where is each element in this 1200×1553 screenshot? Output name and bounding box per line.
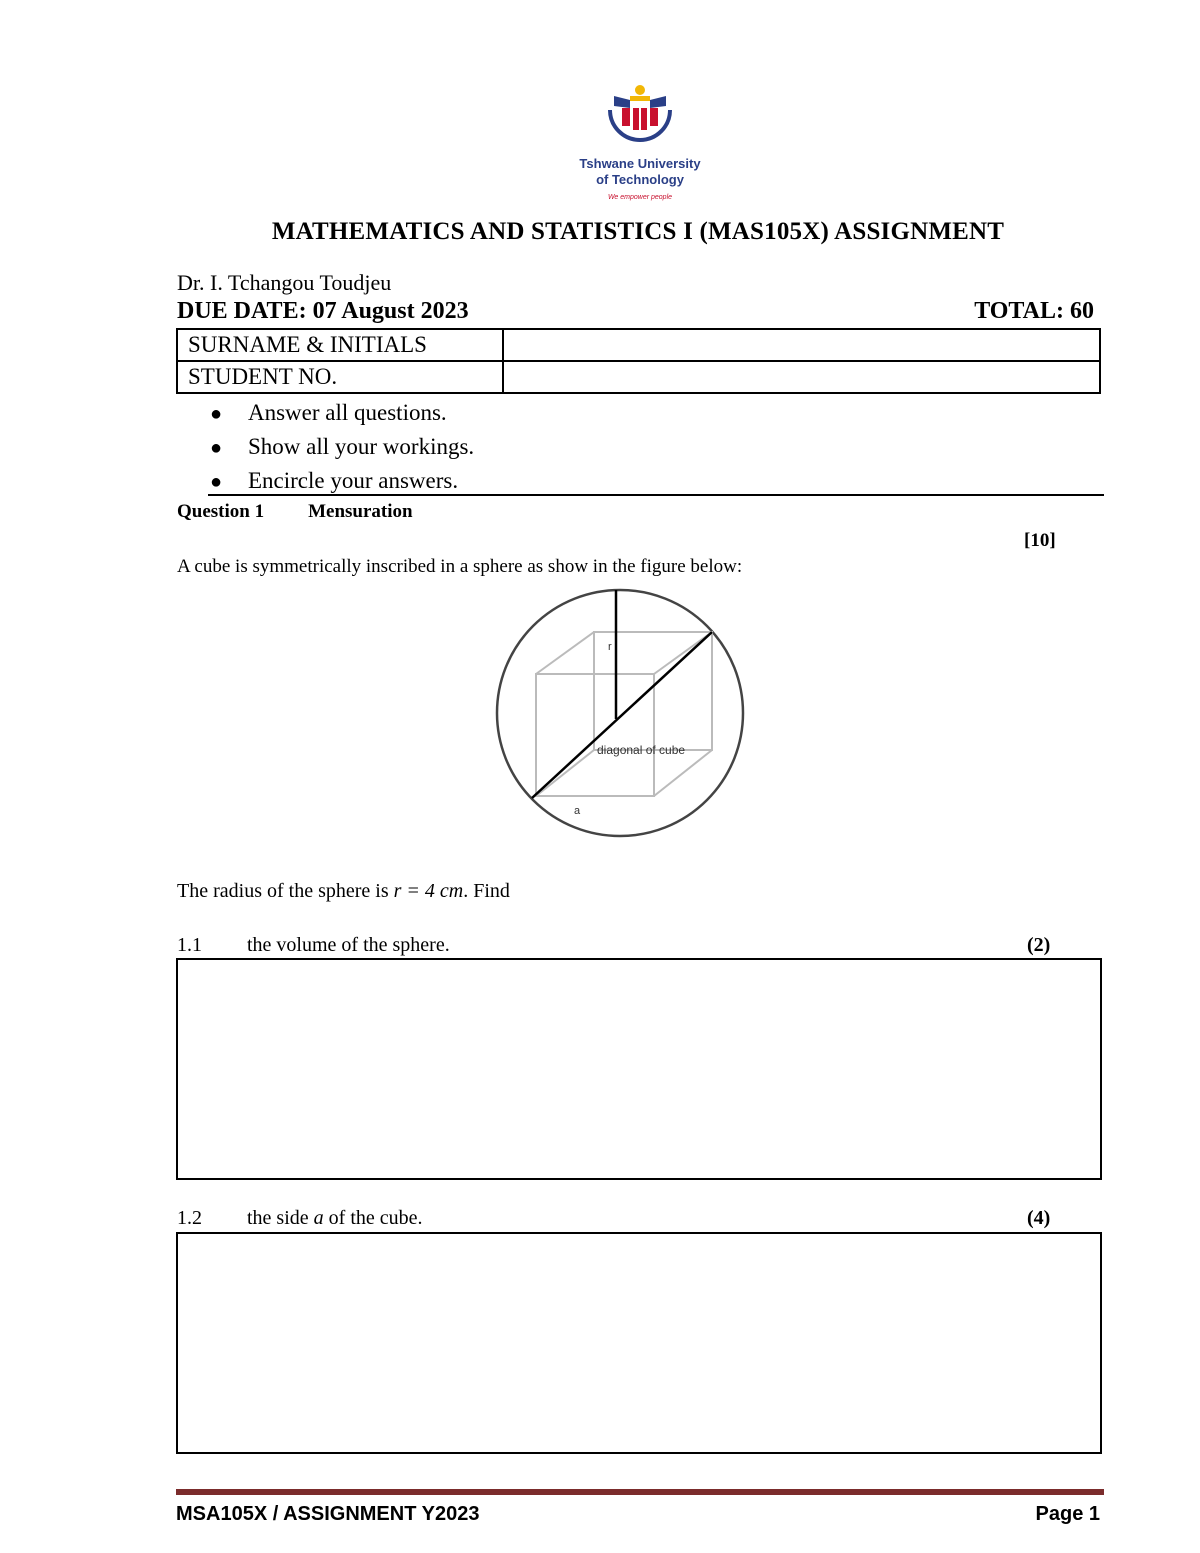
subquestion-text-suffix: of the cube. [323, 1207, 423, 1229]
answer-box-1-1[interactable] [176, 958, 1102, 1180]
table-row [177, 329, 1100, 361]
subquestion-text [247, 1207, 423, 1230]
total-marks: TOTAL: 60 [974, 298, 1094, 324]
bullet-icon: ● [210, 403, 223, 425]
list-item [210, 430, 474, 464]
answer-box-1-2[interactable] [176, 1232, 1102, 1454]
bullet-icon: ● [210, 471, 223, 493]
given-math: r = 4 cm [393, 880, 464, 902]
side-label: a [574, 805, 581, 817]
diagonal-label: diagonal of cube [597, 743, 686, 757]
student-no-label: STUDENT NO. [177, 361, 503, 393]
subquestion-marks: (4) [1027, 1207, 1051, 1229]
question-topic: Mensuration [308, 501, 413, 522]
table-row [177, 361, 1100, 393]
question-heading [177, 501, 413, 523]
given-prefix: The radius of the sphere is [177, 880, 394, 902]
subquestion-number: 1.2 [177, 1207, 202, 1229]
cube-in-sphere-figure [494, 588, 754, 843]
question-number: Question 1 [177, 501, 265, 522]
university-name-line1: Tshwane University [579, 156, 701, 171]
subquestion-variable: a [313, 1207, 324, 1229]
instructions-list [210, 396, 474, 498]
due-date: DUE DATE: 07 August 2023 [177, 298, 469, 324]
subquestion-text: the volume of the sphere. [247, 934, 450, 956]
question-intro: A cube is symmetrically inscribed in a sphere as show in the figure below: [177, 556, 743, 577]
surname-label: SURNAME & INITIALS [177, 329, 503, 361]
subquestion-number: 1.1 [177, 934, 202, 956]
page-number: Page 1 [1035, 1503, 1100, 1525]
student-info-table [176, 328, 1101, 394]
question-marks: [10] [1024, 530, 1056, 551]
cube-in-sphere-diagram [494, 588, 754, 838]
instruction-text: Show all your workings. [248, 434, 475, 459]
university-name [540, 156, 740, 188]
subquestion-marks: (2) [1027, 934, 1051, 956]
given-suffix: . Find [463, 880, 510, 902]
footer-divider [176, 1489, 1104, 1495]
section-divider [208, 494, 1104, 496]
footer-course-label: MSA105X / ASSIGNMENT Y2023 [176, 1503, 480, 1525]
radius-label: r [608, 641, 612, 653]
lecturer-name: Dr. I. Tchangou Toudjeu [177, 270, 392, 295]
logo-emblem-icon [600, 80, 680, 152]
bullet-icon: ● [210, 437, 223, 459]
surname-field[interactable] [503, 329, 1100, 361]
student-no-field[interactable] [503, 361, 1100, 393]
assignment-title: MATHEMATICS AND STATISTICS I (MAS105X) ASSIGNMENT [271, 218, 1005, 245]
sphere-outline [497, 590, 743, 836]
list-item [210, 396, 474, 430]
subquestion-text-prefix: the side [247, 1207, 314, 1229]
university-name-line2: of Technology [596, 172, 684, 187]
university-tagline: We empower people [607, 194, 673, 201]
university-logo [560, 80, 720, 210]
instruction-text: Encircle your answers. [248, 468, 459, 493]
instruction-text: Answer all questions. [248, 400, 447, 425]
given-statement [177, 880, 510, 903]
list-item [210, 464, 474, 498]
